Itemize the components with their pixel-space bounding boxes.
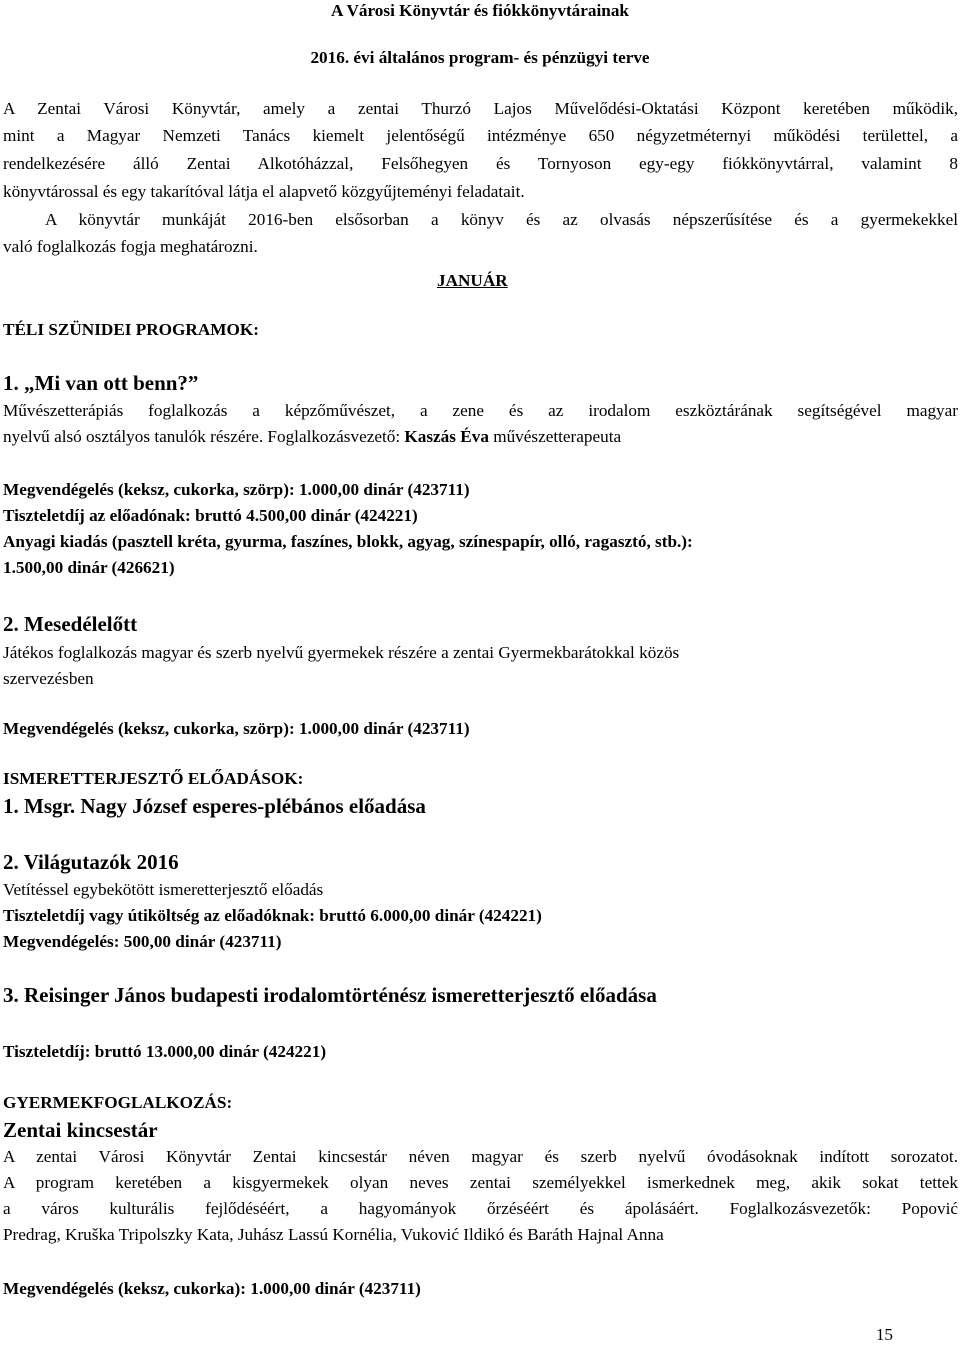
intro-line-1: A Zentai Városi Könyvtár, amely a zentai Thurzó Lajos Művelődési-Oktatási Központ keretében működik, <box>3 99 958 118</box>
program-1-leader-name: Kaszás Éva <box>404 427 489 446</box>
program-1-leader-role: művészetterapeuta <box>488 427 622 446</box>
lecture-2-cost-hospitality: Megvendégelés: 500,00 dinár (423711) <box>3 932 282 951</box>
winter-programs-heading: TÉLI SZÜNIDEI PROGRAMOK: <box>3 320 259 339</box>
children-line-2: A program keretében a kisgyermekek olyan neves zentai személyekkel ismerkednek meg, akik sokat tettek <box>3 1173 958 1192</box>
intro-paragraph-2-line-1: A könyvtár munkáját 2016-ben elsősorban a könyv és az olvasás népszerűsítése és a gyermekekkel <box>45 210 958 229</box>
children-cost: Megvendégelés (keksz, cukorka): 1.000,00 dinár (423711) <box>3 1279 421 1298</box>
document-subtitle: 2016. évi általános program- és pénzügyi terve <box>310 48 650 67</box>
intro-line-4: könyvtárossal és egy takarítóval látja el alapvető közgyűjteményi feladatait. <box>3 182 525 201</box>
program-2-cost: Megvendégelés (keksz, cukorka, szörp): 1.000,00 dinár (423711) <box>3 719 470 738</box>
lecture-2-desc: Vetítéssel egybekötött ismeretterjesztő előadás <box>3 880 324 899</box>
children-program-title: Zentai kincsestár <box>3 1118 158 1142</box>
lecture-2-cost-fee: Tiszteletdíj vagy útiköltség az előadóknak: bruttó 6.000,00 dinár (424221) <box>3 906 542 925</box>
program-1-title: 1. „Mi van ott benn?” <box>3 371 199 395</box>
program-1-desc-text: nyelvű alsó osztályos tanulók részére. Foglalkozásvezető: <box>3 427 405 446</box>
program-1-desc-line-1: Művészetterápiás foglalkozás a képzőművészet, a zene és az irodalom eszköztárának segítségével magyar <box>3 401 958 420</box>
children-line-1: A zentai Városi Könyvtár Zentai kincsestár néven magyar és szerb nyelvű óvodásoknak indított sorozatot. <box>3 1147 958 1166</box>
program-2-title: 2. Mesedélelőtt <box>3 612 138 636</box>
page-number: 15 <box>875 1325 893 1344</box>
lecture-2-title: 2. Világutazók 2016 <box>3 850 179 874</box>
document-title: A Városi Könyvtár és fiókkönyvtárainak <box>331 1 629 20</box>
program-1-cost-materials-amount: 1.500,00 dinár (426621) <box>3 558 175 577</box>
intro-paragraph-2-line-2: való foglalkozás fogja meghatározni. <box>3 237 258 256</box>
lecture-3-title: 3. Reisinger János budapesti irodalomtörténész ismeretterjesztő előadása <box>3 983 657 1007</box>
program-1-desc-line-2 <box>3 424 621 449</box>
program-1-cost-materials: Anyagi kiadás (pasztell kréta, gyurma, faszínes, blokk, agyag, színespapír, olló, ragasztó, stb.): <box>3 532 693 551</box>
children-heading: GYERMEKFOGLALKOZÁS: <box>3 1093 233 1112</box>
month-heading: JANUÁR <box>437 271 508 290</box>
intro-line-3: rendelkezésére álló Zentai Alkotóházzal, Felsőhegyen és Tornyoson egy-egy fiókkönyvtárral, valamint 8 <box>3 154 958 173</box>
lectures-heading: ISMERETTERJESZTŐ ELŐADÁSOK: <box>3 769 304 788</box>
program-1-cost-hospitality: Megvendégelés (keksz, cukorka, szörp): 1.000,00 dinár (423711) <box>3 480 470 499</box>
intro-line-2: mint a Magyar Nemzeti Tanács kiemelt jelentőségű intézménye 650 négyzetméternyi működési területtel, a <box>3 126 958 145</box>
lecture-3-cost: Tiszteletdíj: bruttó 13.000,00 dinár (424221) <box>3 1042 327 1061</box>
program-2-desc-line-1: Játékos foglalkozás magyar és szerb nyelvű gyermekek részére a zentai Gyermekbarátokkal közös <box>3 643 680 662</box>
program-1-cost-fee: Tiszteletdíj az előadónak: bruttó 4.500,00 dinár (424221) <box>3 506 418 525</box>
lecture-1-title: 1. Msgr. Nagy József esperes-plébános előadása <box>3 794 426 818</box>
program-2-desc-line-2: szervezésben <box>3 669 94 688</box>
children-line-3: a város kulturális fejlődéséért, a hagyományok őrzéséért és ápolásáért. Foglalkozásvezetők: Popović <box>3 1199 958 1218</box>
children-line-4: Predrag, Kruška Tripolszky Kata, Juhász Lassú Kornélia, Vuković Ildikó és Baráth Hajnal Anna <box>3 1225 664 1244</box>
